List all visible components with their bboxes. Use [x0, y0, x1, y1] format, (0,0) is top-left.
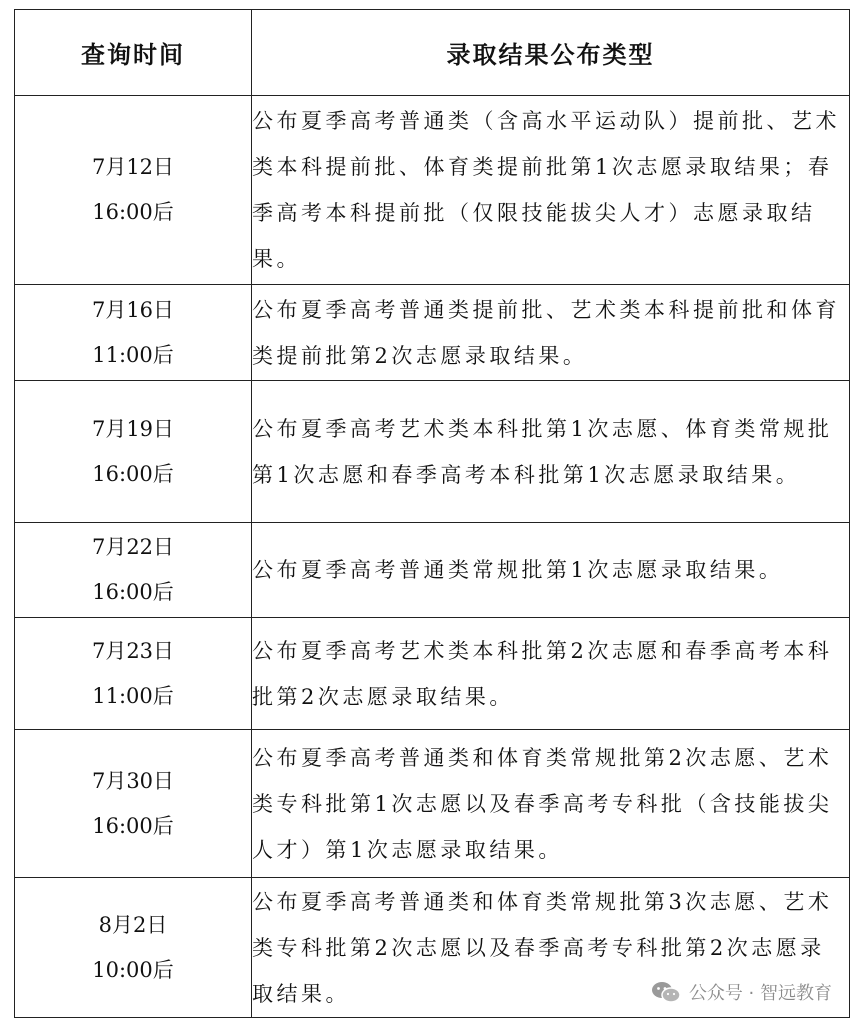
date-text: 7月23日 [91, 638, 175, 663]
date-text: 7月22日 [91, 535, 175, 559]
table-row [15, 618, 850, 730]
table-row [15, 96, 850, 285]
time-text: 16:00后 [92, 580, 174, 604]
result-description: 公布夏季高考普通类（含高水平运动队）提前批、艺术类本科提前批、体育类提前批第1次志愿录取结果；春季高考本科提前批（仅限技能拔尖人才）志愿录取结果。 [252, 96, 850, 285]
header-query-time: 查询时间 [15, 10, 252, 96]
query-time-cell [15, 96, 252, 285]
wechat-icon [651, 981, 681, 1003]
time-text: 16:00后 [92, 461, 174, 486]
result-description: 公布夏季高考艺术类本科批第2次志愿和春季高考本科批第2次志愿录取结果。 [252, 618, 850, 730]
date-text: 7月30日 [91, 768, 175, 793]
date-text: 7月16日 [91, 297, 175, 322]
time-text: 10:00后 [92, 957, 174, 982]
result-description: 公布夏季高考普通类常规批第1次志愿录取结果。 [252, 523, 850, 618]
table-row [15, 381, 850, 523]
date-text: 7月19日 [91, 416, 175, 441]
time-text: 16:00后 [92, 200, 174, 224]
result-description: 公布夏季高考艺术类本科批第1次志愿、体育类常规批第1次志愿和春季高考本科批第1次志愿录取结果。 [252, 381, 850, 523]
query-time-cell [15, 285, 252, 381]
query-time-cell [15, 523, 252, 618]
header-row [15, 10, 850, 96]
query-time-cell [15, 730, 252, 878]
query-time-cell [15, 381, 252, 523]
table-row [15, 523, 850, 618]
table-row [15, 285, 850, 381]
date-text: 7月12日 [91, 155, 175, 179]
time-text: 11:00后 [92, 342, 174, 367]
time-text: 11:00后 [92, 683, 174, 708]
schedule-table [14, 9, 850, 1018]
time-text: 16:00后 [92, 813, 174, 838]
watermark-text: 公众号 · 智远教育 [688, 983, 832, 1004]
query-time-cell [15, 878, 252, 1018]
result-description: 公布夏季高考普通类和体育类常规批第3次志愿、艺术类专科批第2次志愿以及春季高考专科批第2次志愿录取结果。 [252, 878, 850, 1018]
header-result-type: 录取结果公布类型 [252, 10, 850, 96]
date-text: 8月2日 [98, 912, 168, 937]
result-description: 公布夏季高考普通类和体育类常规批第2次志愿、艺术类专科批第1次志愿以及春季高考专科批（含技能拔尖人才）第1次志愿录取结果。 [252, 730, 850, 878]
watermark [651, 979, 832, 1005]
query-time-cell [15, 618, 252, 730]
result-description: 公布夏季高考普通类提前批、艺术类本科提前批和体育类提前批第2次志愿录取结果。 [252, 285, 850, 381]
table-row [15, 730, 850, 878]
